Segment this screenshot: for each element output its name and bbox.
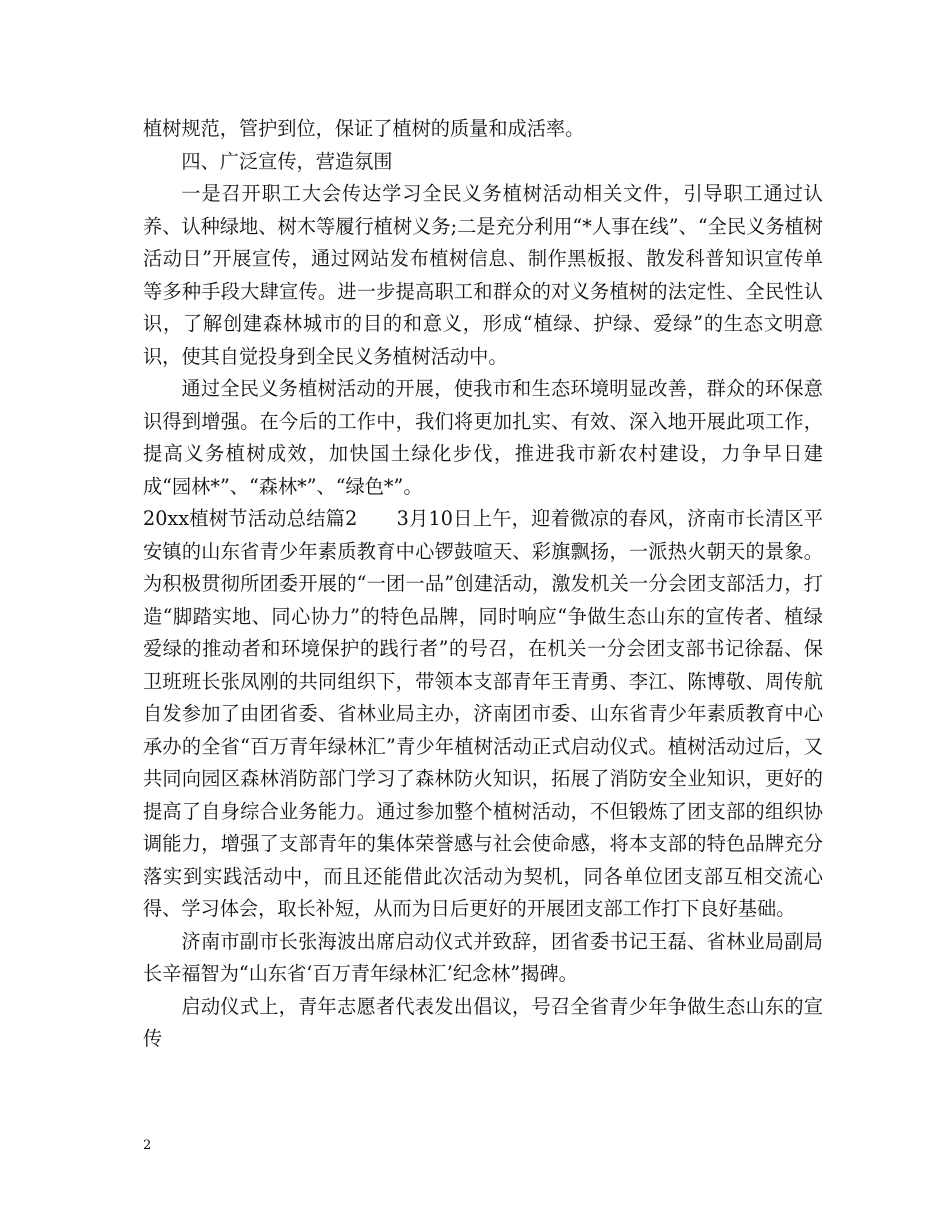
paragraph-6: 济南市副市长张海波出席启动仪式并致辞，团省委书记王磊、省林业局副局长辛福智为“山东省‘百万青年绿林汇’纪念林”揭碑。 bbox=[143, 929, 823, 985]
paragraph-3: 一是召开职工大会传达学习全民义务植树活动相关文件，引导职工通过认养、认种绿地、树木等履行植树义务;二是充分利用“*人事在线”、“全民义务植树活动日”开展宣传，通过网站发布植树信息、制作黑板报、散发科普知识宣传单等多种手段大肆宣传。进一步提高职工和群众的对义务植树的法定性、全民性认识，了解创建森林城市的目的和意义，形成“植绿、护绿、爱绿”的生态文明意识，使其自觉投身到全民义务植树活动中。 bbox=[143, 182, 823, 368]
page-number: 2 bbox=[143, 1138, 152, 1153]
paragraph-4: 通过全民义务植树活动的开展，使我市和生态环境明显改善，群众的环保意识得到增强。在今后的工作中，我们将更加扎实、有效、深入地开展此项工作，提高义务植树成效，加快国土绿化步伐，推进我市新农村建设，力争早日建成“园林*”、“森林*”、“绿色*”。 bbox=[143, 377, 823, 498]
section-heading: 四、广泛宣传，营造氛围 bbox=[181, 149, 393, 173]
document-body bbox=[143, 113, 823, 1056]
paragraph-7: 启动仪式上，青年志愿者代表发出倡议，号召全省青少年争做生态山东的宣传 bbox=[143, 994, 823, 1050]
paragraph-5: 20xx植树节活动总结篇2 3月10日上午，迎着微凉的春风，济南市长清区平安镇的山东省青少年素质教育中心锣鼓喧天、彩旗飘扬，一派热火朝天的景象。为积极贯彻所团委开展的“一团一品”创建活动，激发机关一分会团支部活力，打造“脚踏实地、同心协力”的特色品牌，同时响应“争做生态山东的宣传者、植绿爱绿的推动者和环境保护的践行者”的号召，在机关一分会团支部书记徐磊、保卫班班长张凤刚的共同组织下，带领本支部青年王青勇、李江、陈博敬、周传航自发参加了由团省委、省林业局主办，济南团市委、山东省青少年素质教育中心承办的全省“百万青年绿林汇”青少年植树活动正式启动仪式。植树活动过后，又共同向园区森林消防部门学习了森林防火知识，拓展了消防安全业知识，更好的提高了自身综合业务能力。通过参加整个植树活动，不但锻炼了团支部的组织协调能力，增强了支部青年的集体荣誉感与社会使命感，将本支部的特色品牌充分落实到实践活动中，而且还能借此次活动为契机，同各单位团支部互相交流心得、学习体会，取长补短，从而为日后更好的开展团支部工作打下良好基础。 bbox=[143, 507, 823, 920]
paragraph-1: 植树规范，管护到位，保证了植树的质量和成活率。 bbox=[143, 117, 585, 140]
